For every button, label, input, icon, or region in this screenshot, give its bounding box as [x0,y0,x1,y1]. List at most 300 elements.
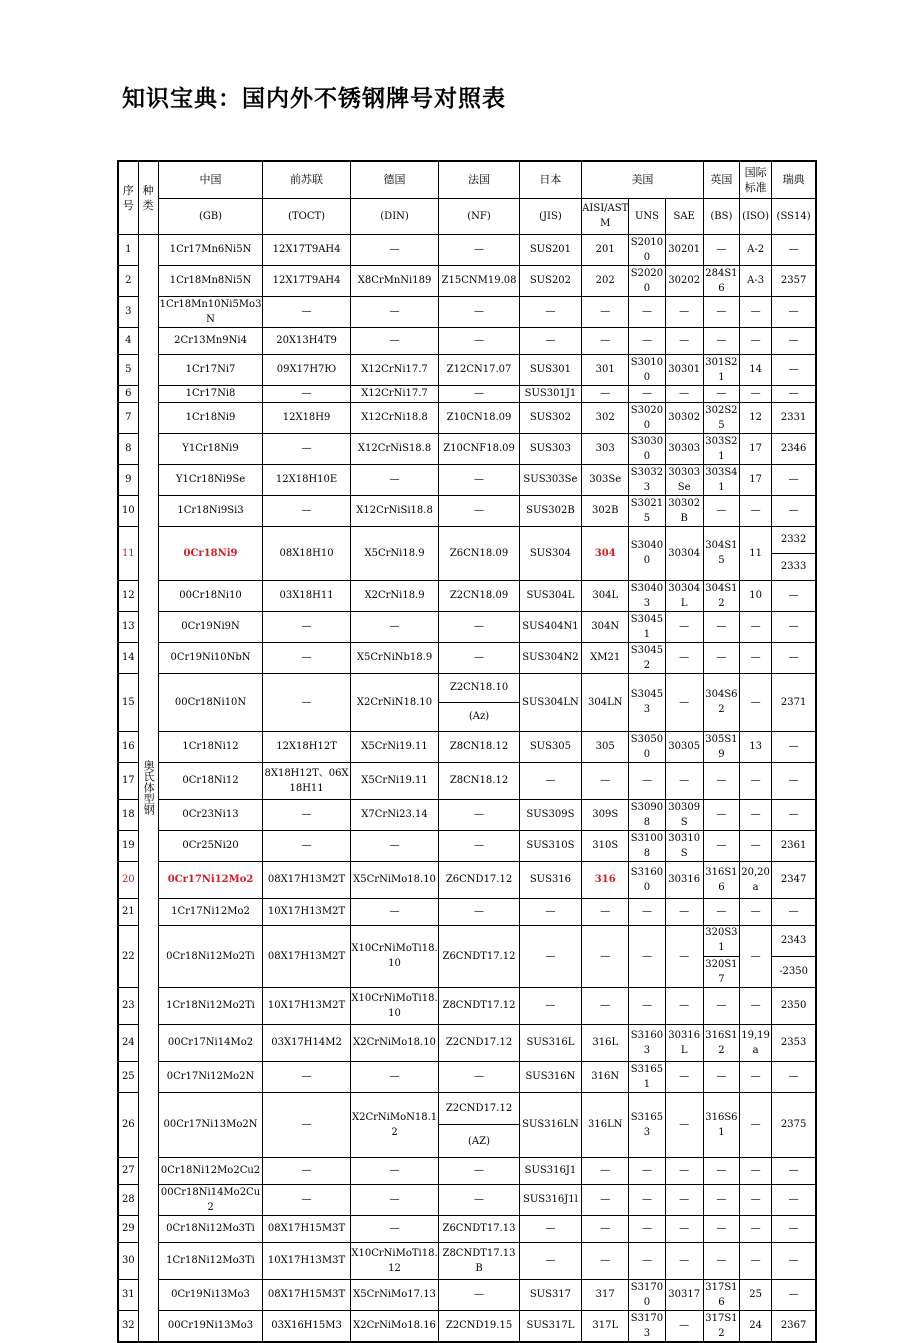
cell-jis: — [519,762,581,799]
cell-ss: 2367 [772,1310,816,1342]
cell-ss: — [772,1061,816,1092]
cell-aisi: XM21 [582,642,629,673]
cell-nf-bottom: (AZ) [439,1124,518,1157]
cell-iso: — [740,1184,772,1215]
cell-nf: — [439,898,519,925]
cell-ss: — [772,898,816,925]
cell-iso: — [740,898,772,925]
cell-jis: — [519,987,581,1024]
cell-gb: 1Cr17Ni7 [158,354,263,385]
cell-bs: 317S16 [703,1279,739,1310]
cell-sae: — [665,925,703,987]
cell-din: — [350,464,439,495]
row-number: 26 [118,1092,138,1157]
table-row [118,830,816,861]
row-number: 6 [118,385,138,402]
page-title: 知识宝典：国内外不锈钢牌号对照表 [122,86,506,112]
cell-ss: 2350 [772,987,816,1024]
table-row [118,1242,816,1279]
cell-nf: Z2CND17.12 [439,1024,519,1061]
cell-aisi: — [582,1157,629,1184]
cell-bs: 302S25 [703,402,739,433]
row-number: 27 [118,1157,138,1184]
row-number: 32 [118,1310,138,1342]
cell-iso: — [740,1215,772,1242]
cell-sae: 30309S [665,799,703,830]
cell-bs-bottom: 320S17 [704,956,739,988]
cell-gb: 0Cr18Ni12 [158,762,263,799]
cell-uns: S30453 [629,673,665,731]
cell-gb: 00Cr17Ni13Mo2N [158,1092,263,1157]
cell-din: X8CrMnNi189 [350,265,439,296]
cell-uns: — [629,1184,665,1215]
cell-ss: 2361 [772,830,816,861]
cell-bs: — [703,1157,739,1184]
cell-jis: SUS316J1l [519,1184,581,1215]
cell-nf [439,673,519,731]
cell-jis: SUS304 [519,526,581,580]
std-bs: (BS) [703,198,739,234]
cell-iso: 25 [740,1279,772,1310]
cell-bs: — [703,385,739,402]
cell-din: X5CrNi19.11 [350,762,439,799]
row-number: 5 [118,354,138,385]
cell-ss-top: 2343 [780,934,807,946]
header-sweden: 瑞典 [772,161,816,198]
cell-toct: — [263,1092,350,1157]
cell-jis: — [519,296,581,327]
table-row [118,1092,816,1157]
cell-nf: Z8CNDT17.12 [439,987,519,1024]
cell-aisi: 310S [582,830,629,861]
cell-din: X12CrNi18.8 [350,402,439,433]
row-number: 29 [118,1215,138,1242]
cell-gb: Y1Cr18Ni9 [158,433,263,464]
cell-iso: 14 [740,354,772,385]
cell-toct: 20X13H4T9 [263,327,350,354]
cell-ss: 2357 [772,265,816,296]
cell-iso: 17 [740,464,772,495]
cell-gb: 1Cr17Ni12Mo2 [158,898,263,925]
cell-jis: SUS304LN [519,673,581,731]
std-sae: SAE [665,198,703,234]
cell-toct: — [263,799,350,830]
cell-ss: — [772,1242,816,1279]
header-row-standard [118,198,816,234]
row-number: 25 [118,1061,138,1092]
cell-sae: 30316 [665,861,703,898]
cell-bs: 316S16 [703,861,739,898]
std-uns: UNS [629,198,665,234]
cell-uns: S30500 [629,731,665,762]
table-row [118,495,816,526]
cell-ss: — [772,580,816,611]
cell-bs: 304S12 [703,580,739,611]
cell-din: X12CrNiS18.8 [350,433,439,464]
cell-ss: 2353 [772,1024,816,1061]
cell-ss: — [772,731,816,762]
cell-uns: S31703 [629,1310,665,1342]
cell-gb: 1Cr18Ni12Mo2Ti [158,987,263,1024]
cell-gb: 0Cr19Ni9N [158,611,263,642]
cell-din: — [350,898,439,925]
cell-gb: 2Cr13Mn9Ni4 [158,327,263,354]
cell-ss: — [772,1215,816,1242]
cell-nf: — [439,1279,519,1310]
cell-toct: 10X17H13M2T [263,898,350,925]
cell-iso: — [740,1157,772,1184]
cell-aisi: — [582,385,629,402]
cell-jis: SUS316N [519,1061,581,1092]
cell-nf: Z6CN18.09 [439,526,519,580]
table-row [118,265,816,296]
cell-nf: — [439,385,519,402]
cell-sae: 30303 [665,433,703,464]
header-kind: 种类 [138,161,158,234]
row-number: 2 [118,265,138,296]
cell-ss: — [772,234,816,265]
cell-sae: 30303Se [665,464,703,495]
cell-nf [439,1092,519,1157]
cell-nf: — [439,611,519,642]
table-row [118,327,816,354]
cell-iso: — [740,1242,772,1279]
table-row [118,731,816,762]
cell-uns: S30452 [629,642,665,673]
cell-uns: S30300 [629,433,665,464]
header-row-country [118,161,816,198]
cell-jis: — [519,1242,581,1279]
cell-gb: 0Cr18Ni12Mo2Ti [158,925,263,987]
row-number: 17 [118,762,138,799]
cell-toct: — [263,611,350,642]
cell-bs: 305S19 [703,731,739,762]
cell-toct: 08X17H15M3T [263,1215,350,1242]
cell-jis: SUS310S [519,830,581,861]
cell-din: — [350,1215,439,1242]
cell-jis: SUS305 [519,731,581,762]
cell-gb: 0Cr17Ni12Mo2N [158,1061,263,1092]
cell-bs: 304S62 [703,673,739,731]
cell-gb: 00Cr18Ni14Mo2Cu2 [158,1184,263,1215]
cell-toct: 10X17H13M3T [263,1242,350,1279]
cell-ss: — [772,1184,816,1215]
cell-ss-bottom: -2350 [772,956,815,988]
cell-gb: 0Cr18Ni9 [158,526,263,580]
row-number: 22 [118,925,138,987]
cell-sae: 30202 [665,265,703,296]
cell-sae: 30310S [665,830,703,861]
cell-aisi: 302B [582,495,629,526]
cell-din: X5CrNiMo17.13 [350,1279,439,1310]
table-row [118,1184,816,1215]
cell-bs: 316S12 [703,1024,739,1061]
cell-din: X10CrNiMoTi18.10 [350,925,439,987]
cell-din: X2CrNiMo18.10 [350,1024,439,1061]
cell-ss: — [772,296,816,327]
cell-ss-bottom: 2333 [772,553,815,581]
cell-aisi: 316L [582,1024,629,1061]
cell-gb: 1Cr17Mn6Ni5N [158,234,263,265]
cell-iso: — [740,987,772,1024]
cell-ss: — [772,354,816,385]
cell-nf: — [439,495,519,526]
cell-iso: — [740,296,772,327]
row-number: 21 [118,898,138,925]
table-row [118,234,816,265]
cell-gb: 0Cr18Ni12Mo2Cu2 [158,1157,263,1184]
cell-uns: S31603 [629,1024,665,1061]
cell-jis: — [519,925,581,987]
cell-uns: — [629,327,665,354]
cell-uns: — [629,385,665,402]
row-number: 7 [118,402,138,433]
cell-sae: 30316L [665,1024,703,1061]
cell-jis: SUS316 [519,861,581,898]
cell-sae: — [665,1061,703,1092]
cell-toct: — [263,296,350,327]
cell-din: — [350,1184,439,1215]
cell-iso: A-2 [740,234,772,265]
cell-bs: — [703,987,739,1024]
cell-uns: — [629,898,665,925]
cell-gb: 0Cr17Ni12Mo2 [158,861,263,898]
cell-bs-top: 320S31 [705,927,738,954]
cell-toct: 08X17H13M2T [263,861,350,898]
cell-toct: — [263,673,350,731]
cell-nf: — [439,642,519,673]
cell-sae: — [665,611,703,642]
cell-sae: — [665,642,703,673]
cell-gb: 1Cr18Ni9Si3 [158,495,263,526]
table-row [118,611,816,642]
cell-jis: SUS303 [519,433,581,464]
cell-sae: 30305 [665,731,703,762]
table-row [118,1279,816,1310]
cell-nf: — [439,327,519,354]
cell-din: X2CrNiMoN18.12 [350,1092,439,1157]
cell-jis: SUS202 [519,265,581,296]
cell-jis: SUS301 [519,354,581,385]
header-ussr: 前苏联 [263,161,350,198]
table-row [118,799,816,830]
cell-nf: — [439,234,519,265]
cell-bs: — [703,1215,739,1242]
table-row [118,526,816,580]
cell-jis: SUS317L [519,1310,581,1342]
std-toct: (TOCT) [263,198,350,234]
cell-din: X12CrNiSi18.8 [350,495,439,526]
row-number: 30 [118,1242,138,1279]
cell-nf: Z6CNDT17.13 [439,1215,519,1242]
cell-bs: — [703,495,739,526]
cell-iso: — [740,611,772,642]
cell-din: — [350,296,439,327]
cell-ss: — [772,464,816,495]
std-gb: (GB) [158,198,263,234]
cell-din: X7CrNi23.14 [350,799,439,830]
cell-aisi: 302 [582,402,629,433]
cell-iso: — [740,642,772,673]
cell-bs: 284S16 [703,265,739,296]
cell-bs: — [703,642,739,673]
kind-label: 奥氏体型钢 [138,234,158,1342]
cell-jis: SUS304L [519,580,581,611]
cell-ss [772,925,816,987]
cell-iso: 19,19a [740,1024,772,1061]
cell-nf: — [439,296,519,327]
cell-toct: — [263,433,350,464]
cell-toct: 03X18H11 [263,580,350,611]
table-row [118,433,816,464]
cell-jis: SUS201 [519,234,581,265]
cell-sae: — [665,1310,703,1342]
table-row [118,925,816,987]
cell-nf: Z6CND17.12 [439,861,519,898]
cell-nf: — [439,1061,519,1092]
cell-aisi: 303Se [582,464,629,495]
cell-toct: 12X17T9AH4 [263,234,350,265]
cell-aisi: 304 [582,526,629,580]
cell-sae: 30317 [665,1279,703,1310]
cell-nf: Z8CN18.12 [439,762,519,799]
cell-ss: — [772,327,816,354]
cell-uns: S30323 [629,464,665,495]
table-row [118,385,816,402]
cell-ss: 2331 [772,402,816,433]
row-number: 23 [118,987,138,1024]
row-number: 18 [118,799,138,830]
cell-aisi: 309S [582,799,629,830]
cell-nf: Z2CND19.15 [439,1310,519,1342]
cell-aisi: 201 [582,234,629,265]
cell-uns: S30403 [629,580,665,611]
cell-uns: S31008 [629,830,665,861]
cell-gb: 0Cr19Ni10NbN [158,642,263,673]
row-number: 10 [118,495,138,526]
cell-gb: 00Cr18Ni10N [158,673,263,731]
cell-bs: — [703,327,739,354]
cell-toct: 12X18H10E [263,464,350,495]
cell-ss: — [772,799,816,830]
cell-nf: Z10CN18.09 [439,402,519,433]
cell-toct: 08X17H15M3T [263,1279,350,1310]
cell-sae: — [665,1242,703,1279]
header-china: 中国 [158,161,263,198]
cell-uns: S31653 [629,1092,665,1157]
cell-jis: — [519,1215,581,1242]
cell-ss: — [772,611,816,642]
cell-toct: 08X17H13M2T [263,925,350,987]
cell-bs [703,925,739,987]
cell-jis: SUS303Se [519,464,581,495]
cell-gb: 00Cr17Ni14Mo2 [158,1024,263,1061]
cell-din: X2CrNiMo18.16 [350,1310,439,1342]
cell-aisi: 317 [582,1279,629,1310]
cell-uns: — [629,925,665,987]
row-number: 15 [118,673,138,731]
std-jis: (JIS) [519,198,581,234]
row-number: 13 [118,611,138,642]
row-number: 12 [118,580,138,611]
cell-sae: — [665,327,703,354]
cell-din: — [350,234,439,265]
cell-sae: — [665,762,703,799]
cell-ss: 2375 [772,1092,816,1157]
cell-gb: 0Cr19Ni13Mo3 [158,1279,263,1310]
cell-jis: SUS316L [519,1024,581,1061]
cell-nf: — [439,1184,519,1215]
cell-ss: — [772,762,816,799]
cell-gb: 1Cr18Ni12 [158,731,263,762]
cell-bs: — [703,762,739,799]
header-germany: 德国 [350,161,439,198]
table-row [118,1310,816,1342]
cell-jis: — [519,898,581,925]
cell-nf-bottom: (Az) [439,702,518,732]
cell-bs: 303S21 [703,433,739,464]
cell-jis: SUS316J1 [519,1157,581,1184]
table-row [118,642,816,673]
cell-aisi: — [582,296,629,327]
row-number: 4 [118,327,138,354]
cell-aisi: — [582,762,629,799]
cell-aisi: — [582,898,629,925]
cell-gb: 1Cr18Ni12Mo3Ti [158,1242,263,1279]
cell-ss: — [772,495,816,526]
cell-bs: — [703,1061,739,1092]
cell-nf: Z2CN18.09 [439,580,519,611]
cell-aisi: — [582,327,629,354]
cell-din: X12CrNi17.7 [350,385,439,402]
row-number: 3 [118,296,138,327]
table-row [118,354,816,385]
cell-toct: — [263,495,350,526]
cell-iso: — [740,327,772,354]
cell-uns: S30215 [629,495,665,526]
cell-nf: Z12CN17.07 [439,354,519,385]
cell-iso: — [740,762,772,799]
table-row [118,1215,816,1242]
cell-gb: 0Cr23Ni13 [158,799,263,830]
cell-sae: — [665,898,703,925]
row-number: 24 [118,1024,138,1061]
std-aisi: AISI/ASTM [582,198,629,234]
cell-sae: 30302B [665,495,703,526]
cell-sae: — [665,1157,703,1184]
cell-ss-top: 2332 [780,533,807,545]
cell-uns: S30908 [629,799,665,830]
cell-sae: 30201 [665,234,703,265]
table-row [118,673,816,731]
cell-sae: — [665,1215,703,1242]
cell-sae: — [665,385,703,402]
cell-bs: — [703,611,739,642]
cell-uns: — [629,987,665,1024]
cell-iso: — [740,1092,772,1157]
cell-iso: — [740,673,772,731]
cell-bs: 316S61 [703,1092,739,1157]
cell-din: — [350,1157,439,1184]
cell-ss: — [772,642,816,673]
cell-jis: SUS304N2 [519,642,581,673]
cell-iso: — [740,385,772,402]
cell-uns: S30200 [629,402,665,433]
cell-iso: 20,20a [740,861,772,898]
cell-aisi: 316 [582,861,629,898]
cell-toct: — [263,1184,350,1215]
std-nf: (NF) [439,198,519,234]
